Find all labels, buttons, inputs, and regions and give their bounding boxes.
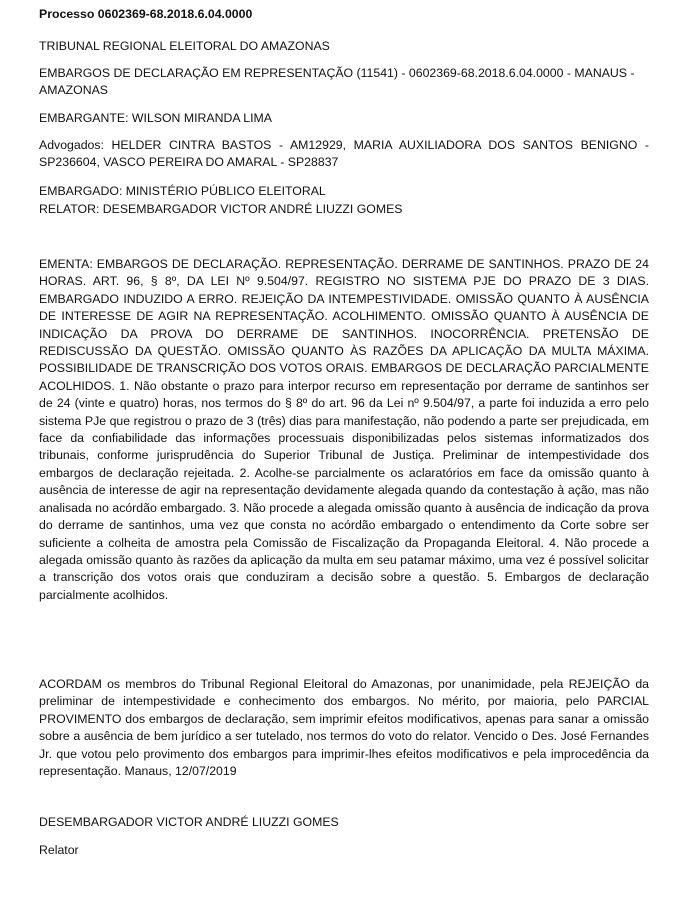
signature-name: DESEMBARGADOR VICTOR ANDRÉ LIUZZI GOMES [39,815,339,829]
signature-role: Relator [39,843,79,857]
ementa-paragraph: EMENTA: EMBARGOS DE DECLARAÇÃO. REPRESENTAÇÃO. DERRAME DE SANTINHOS. PRAZO DE 24 HORAS. ART. 96, § 8º, DA LEI Nº 9.504/97. REGISTRO NO SISTEMA PJE DO PRAZO DE 3 DIAS. EMBARGADO INDUZIDO A ERRO. REJEIÇÃO DA INTEMPESTIVIDADE. OMISSÃO QUANTO À AUSÊNCIA DE INTERESSE DE AGIR NA REPRESENTAÇÃO. ACOLHIMENTO. OMISSÃO QUANTO À AUSÊNCIA DE INDICAÇÃO DA PROVA DO DERRAME DE SANTINHOS. INOCORRÊNCIA. PRETENSÃO DE REDISCUSSÃO DA QUESTÃO. OMISSÃO QUANTO ÀS RAZÕES DA APLICAÇÃO DA MULTA MÁXIMA. POSSIBILIDADE DE TRANSCRIÇÃO DOS VOTOS ORAIS. EMBARGOS DE DECLARAÇÃO PARCIALMENTE ACOLHIDOS. 1. Não obstante o prazo para interpor recurso em representação por derrame de santinhos ser de 24 (vinte e quatro) horas, nos termos do § 8º do art. 96 da Lei nº 9.504/97, a parte foi induzida a erro pelo sistema PJe que registrou o prazo de 3 (três) dias para manifestação, não podendo a parte ser prejudicada, em face da confiabilidade das informações processuais disponibilizadas pelos sistemas informatizados dos tribunais, conforme jurisprudência do Superior Tribunal de Justiça. Preliminar de intempestividade dos embargos de declaração rejeitada. 2. Acolhe-se parcialmente os aclaratórios em face da omissão quanto à ausência de interesse de agir na representação devidamente alegada quando da contestação à ação, mas não analisada no acórdão embargado. 3. Não procede a alegada omissão quanto à ausência de indicação da prova do derrame de santinhos, uma vez que consta no acórdão embargado o entendimento da Corte sobre ser suficiente a colheita de amostra pela Comissão de Fiscalização da Propaganda Eleitoral. 4. Não procede a alegada omissão quanto às razões da aplicação da multa em seu patamar máximo, uma vez é possível solicitar a transcrição dos votos orais que conduziram a decisão sobre a questão. 5. Embargos de declaração parcialmente acolhidos. [39,257,649,602]
court-name: TRIBUNAL REGIONAL ELEITORAL DO AMAZONAS [39,39,330,53]
advogados: Advogados: HELDER CINTRA BASTOS - AM12929, MARIA AUXILIADORA DOS SANTOS BENIGNO - SP236604, VASCO PEREIRA DO AMARAL - SP28837 [39,138,649,170]
process-number: Processo 0602369-68.2018.6.04.0000 [39,7,253,21]
relator-header: RELATOR: DESEMBARGADOR VICTOR ANDRÉ LIUZZI GOMES [39,202,403,216]
acordam-paragraph: ACORDAM os membros do Tribunal Regional Eleitoral do Amazonas, por unanimidade, pela REJEIÇÃO da preliminar de intempestividade e conhecimento dos embargos. No mérito, por maioria, pelo PARCIAL PROVIMENTO dos embargos de declaração, sem imprimir efeitos modificativos, apenas para sanar a omissão sobre a ausência de bem jurídico a ser tutelado, nos termos do voto do relator. Vencido o Des. José Fernandes Jr. que votou pelo provimento dos embargos para imprimir-lhes efeitos modificativos e pela improcedência da representação. Manaus, 12/07/2019 [39,677,649,779]
embargado: EMBARGADO: MINISTÉRIO PÚBLICO ELEITORAL [39,184,326,198]
embargante: EMBARGANTE: WILSON MIRANDA LIMA [39,111,272,125]
case-title: EMBARGOS DE DECLARAÇÃO EM REPRESENTAÇÃO (11541) - 0602369-68.2018.6.04.0000 - MANAUS - AMAZONAS [39,66,635,98]
